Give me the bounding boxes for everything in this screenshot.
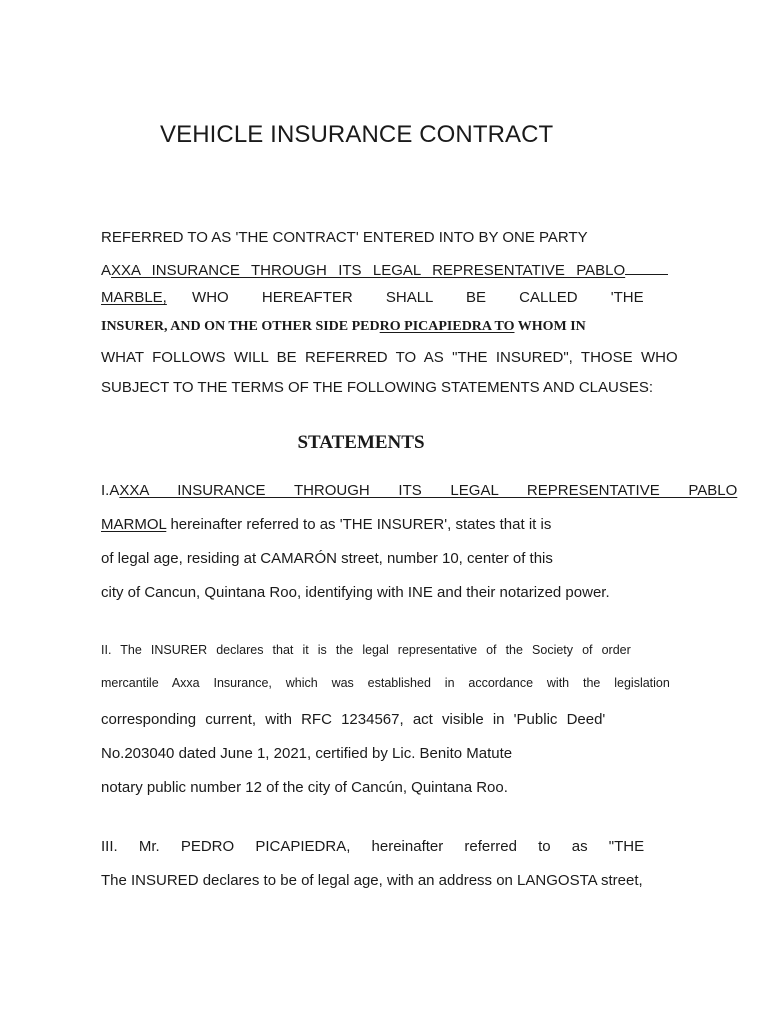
statement-2-line-5: notary public number 12 of the city of Cancún, Quintana Roo. [101, 779, 508, 796]
intro-line-4-c: WHOM IN [517, 319, 586, 334]
intro-line-2 [101, 259, 676, 279]
intro-line-2-b: XXA INSURANCE THROUGH ITS LEGAL REPRESENTATIVE PABLO [111, 262, 626, 279]
statement-2-line-1: II. The INSURER declares that it is the legal representative of the Society of order [101, 643, 631, 657]
intro-line-6: SUBJECT TO THE TERMS OF THE FOLLOWING STATEMENTS AND CLAUSES: [101, 379, 654, 396]
intro-line-3-a: MARBLE, [101, 289, 167, 306]
statement-3-line-1: III. Mr. PEDRO PICAPIEDRA, hereinafter referred to as "THE [101, 838, 645, 855]
statement-1-line-4: city of Cancun, Quintana Roo, identifying with INE and their notarized power. [101, 584, 610, 601]
statement-1-line-1-a: I.A [101, 482, 120, 499]
intro-line-4-b: RO PICAPIEDRA TO [379, 319, 515, 334]
statement-2-line-2: mercantile Axxa Insurance, which was established in accordance with the legislation [101, 676, 670, 690]
statement-1-line-2-a: MARMOL [101, 516, 167, 533]
intro-line-2-blank [625, 259, 668, 275]
intro-line-2-a: A [101, 262, 112, 279]
statement-1-line-3: of legal age, residing at CAMARÓN street, number 10, center of this [101, 550, 553, 567]
statement-1-line-1-b: XXA INSURANCE THROUGH ITS LEGAL REPRESENTATIVE PABLO [119, 482, 738, 499]
statement-1-line-2 [101, 516, 551, 533]
intro-line-4 [101, 319, 586, 335]
document-title: VEHICLE INSURANCE CONTRACT [160, 121, 554, 148]
intro-line-4-a: INSURER, AND ON THE OTHER SIDE PED [101, 319, 380, 334]
intro-line-3-b: WHO HEREAFTER SHALL BE CALLED 'THE [192, 289, 644, 306]
statement-2-line-4: No.203040 dated June 1, 2021, certified by Lic. Benito Matute [101, 745, 513, 762]
intro-line-1-text: REFERRED TO AS 'THE CONTRACT' ENTERED INTO BY ONE PARTY [101, 229, 588, 246]
intro-line-3 [101, 289, 644, 306]
statement-1-line-2-b: hereinafter referred to as 'THE INSURER', states that it is [170, 516, 552, 533]
statements-heading: STATEMENTS [297, 432, 425, 453]
statement-3-line-2: The INSURED declares to be of legal age, with an address on LANGOSTA street, [101, 872, 643, 889]
statement-2-line-3: corresponding current, with RFC 1234567, act visible in 'Public Deed' [101, 711, 606, 728]
intro-line-5: WHAT FOLLOWS WILL BE REFERRED TO AS "THE INSURED", THOSE WHO [101, 349, 678, 366]
intro-line-1 [101, 229, 676, 246]
statement-1-line-1 [101, 482, 738, 499]
